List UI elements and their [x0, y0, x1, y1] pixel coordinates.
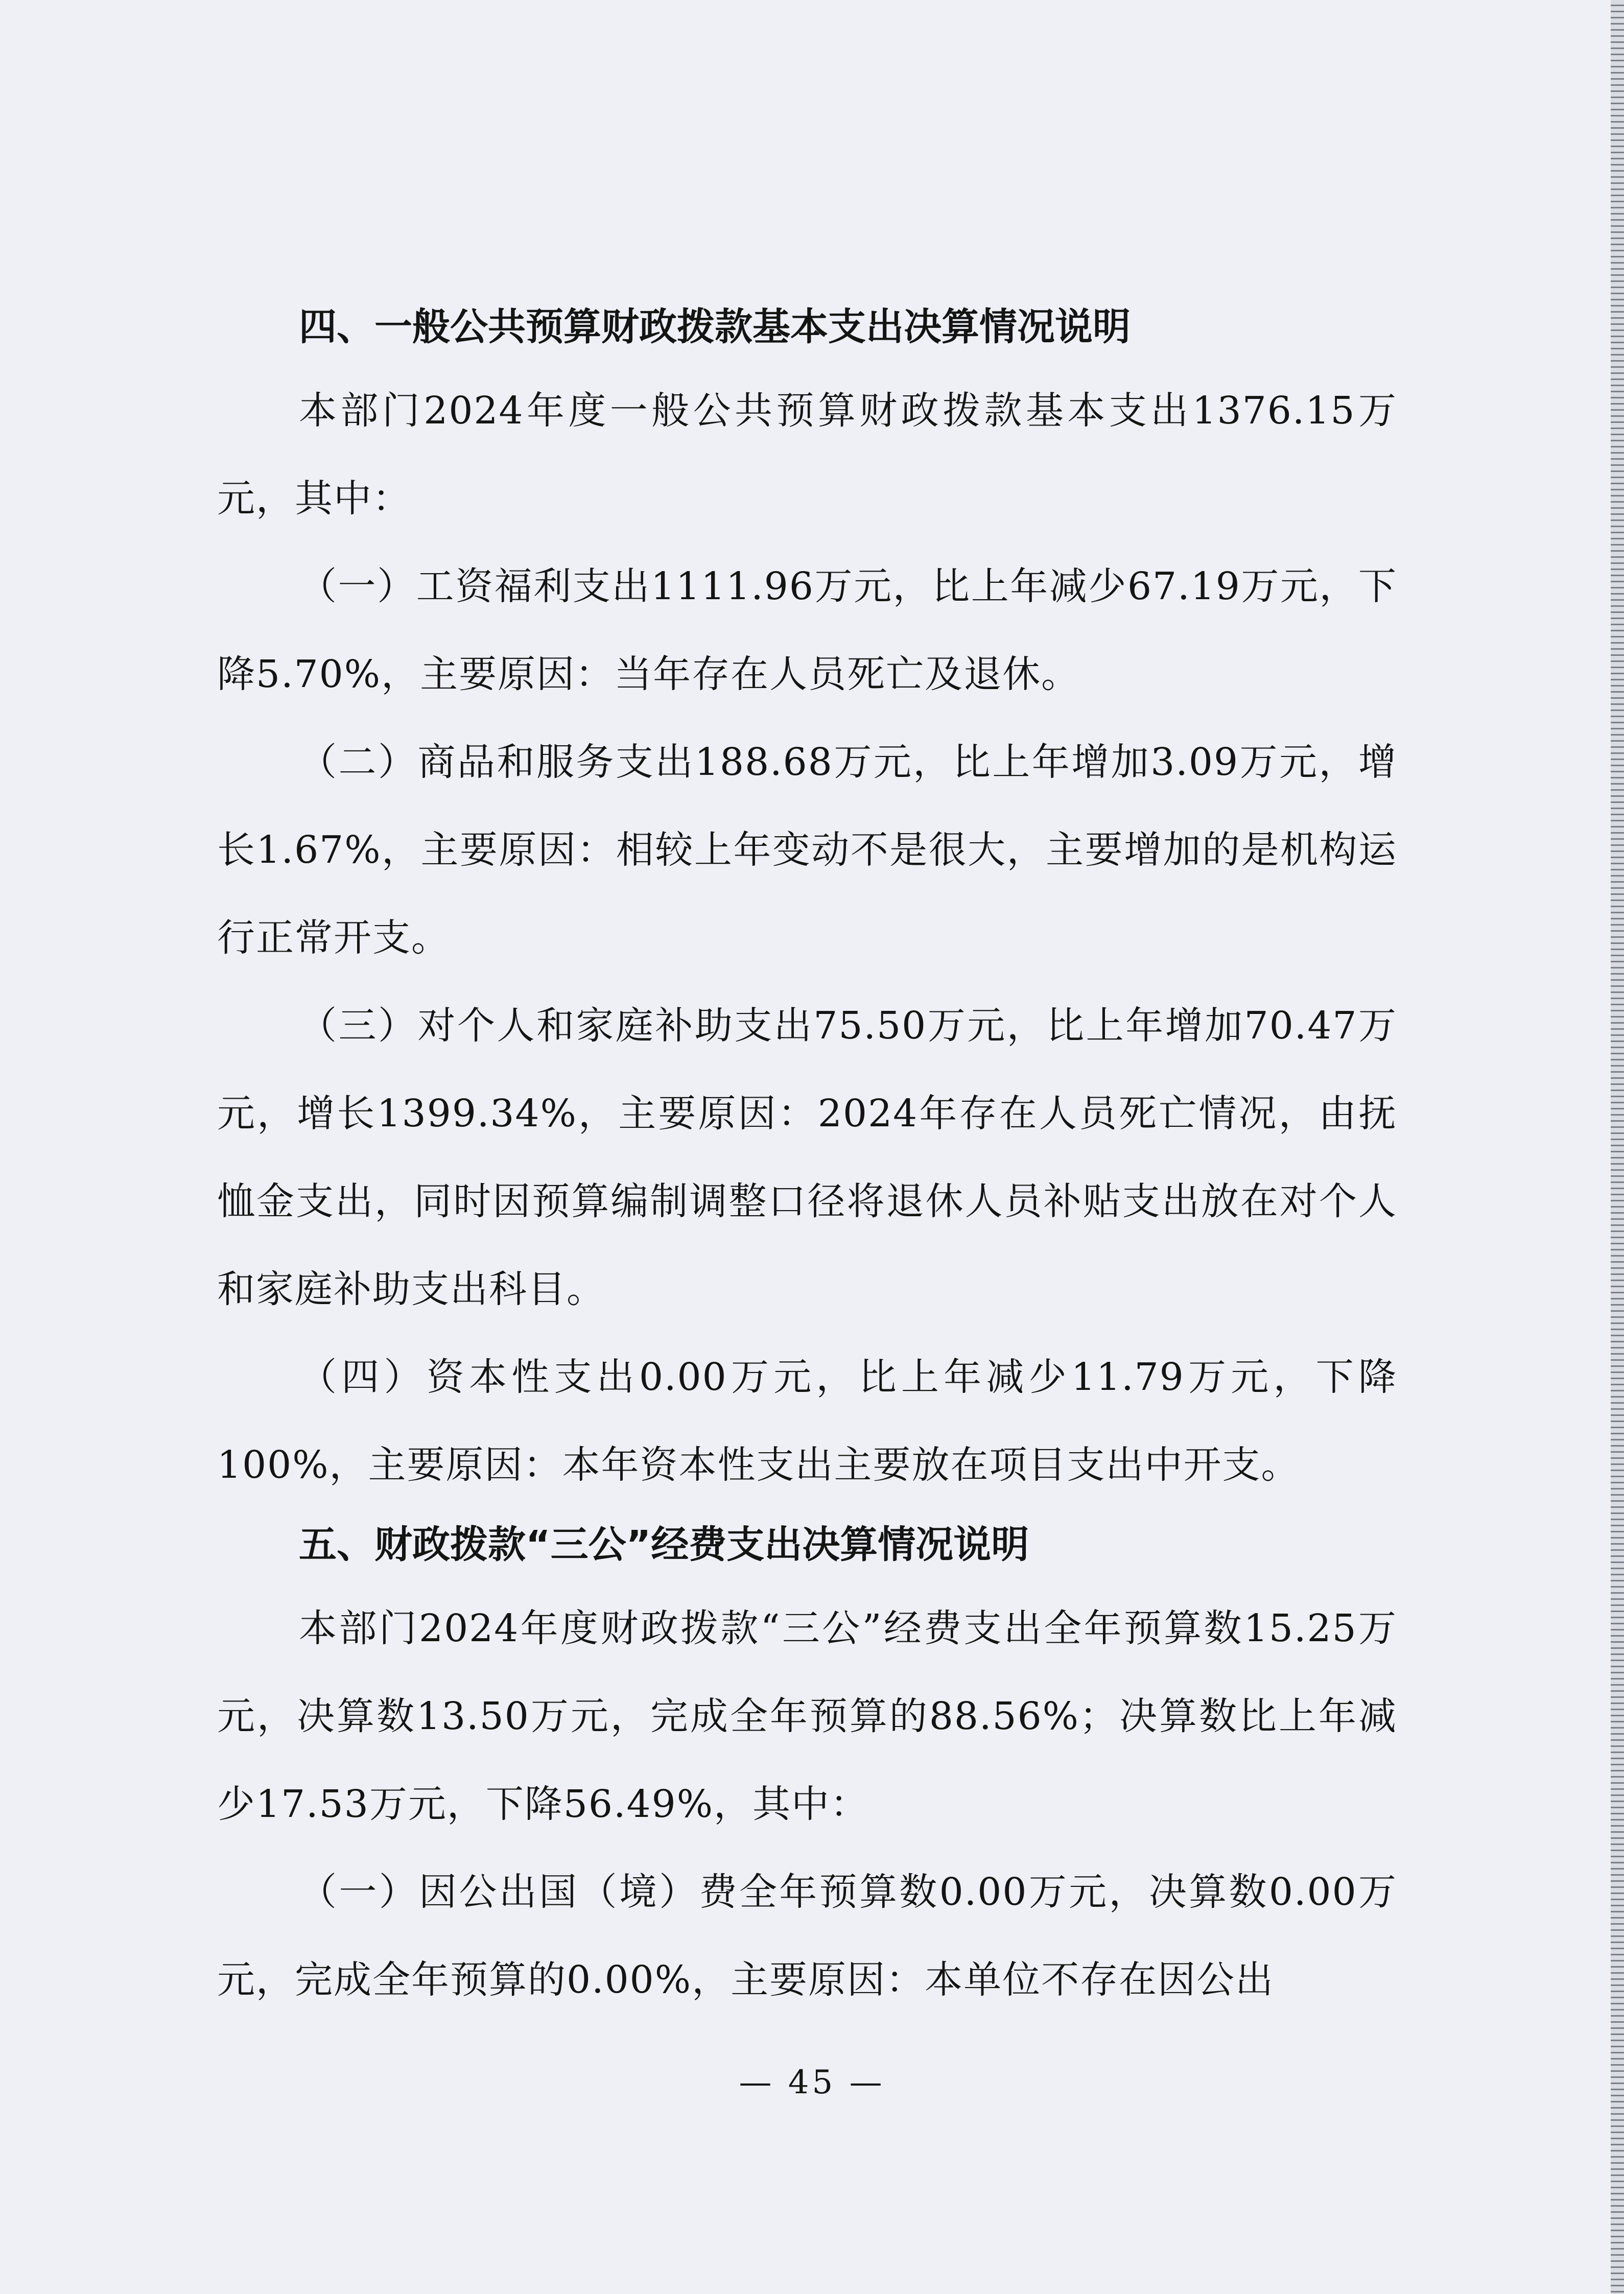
section-4-heading: 四、一般公共预算财政拨款基本支出决算情况说明	[299, 305, 1131, 349]
section-5-paragraph-intro: 本部门2024年度财政拨款“三公”经费支出全年预算数15.25万元，决算数13.50万元，完成全年预算的88.56%；决算数比上年减少17.53万元，下降56.49%，其中：	[217, 1606, 1397, 1826]
document-body	[217, 291, 1397, 2024]
section-4-paragraph-intro: 本部门2024年度一般公共预算财政拨款基本支出1376.15万元，其中：	[217, 389, 1397, 521]
section-5-paragraph-overseas: （一）因公出国（境）费全年预算数0.00万元，决算数0.00万元，完成全年预算的0.00%，主要原因：本单位不存在因公出	[217, 1870, 1397, 2002]
page-number: — 45 —	[739, 2064, 885, 2101]
section-4-paragraph-capital: （四）资本性支出0.00万元，比上年减少11.79万元，下降100%，主要原因：本年资本性支出主要放在项目支出中开支。	[217, 1355, 1397, 1487]
section-5-heading: 五、财政拨款“三公”经费支出决算情况说明	[299, 1523, 1029, 1567]
section-4-paragraph-subsidy: （三）对个人和家庭补助支出75.50万元，比上年增加70.47万元，增长1399.34%，主要原因：2024年存在人员死亡情况，由抚恤金支出，同时因预算编制调整口径将退休人员补贴支出放在对个人和家庭补助支出科目。	[217, 1004, 1397, 1311]
scanned-page-edge	[1611, 0, 1624, 2294]
section-4-paragraph-salary: （一）工资福利支出1111.96万元，比上年减少67.19万元，下降5.70%，主要原因：当年存在人员死亡及退休。	[217, 564, 1397, 696]
section-4-paragraph-goods-services: （二）商品和服务支出188.68万元，比上年增加3.09万元，增长1.67%，主要原因：相较上年变动不是很大，主要增加的是机构运行正常开支。	[217, 740, 1397, 960]
